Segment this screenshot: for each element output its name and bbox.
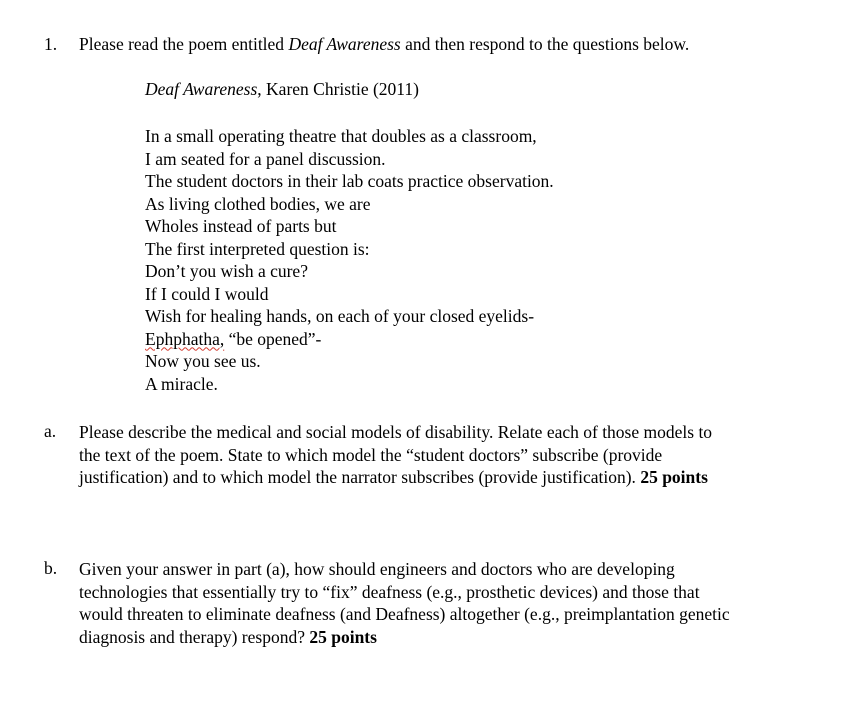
part-b-text — [79, 558, 730, 648]
poem-line: The student doctors in their lab coats practice observation. — [145, 171, 554, 191]
question-number: 1. — [44, 34, 58, 54]
ephphatha-translation: “be opened”- — [224, 328, 322, 349]
poem-line: Now you see us. — [145, 351, 261, 371]
spellcheck-flagged-word: Ephphatha, — [145, 328, 225, 349]
poem-byline: , Karen Christie (2011) — [257, 79, 419, 99]
poem-line: As living clothed bodies, we are — [145, 193, 371, 214]
poem-line-ephphatha — [145, 328, 554, 351]
poem-line: The first interpreted question is: — [145, 238, 370, 259]
poem-line: If I could I would — [145, 283, 269, 304]
poem-title: Deaf Awareness — [145, 79, 258, 99]
part-a-line: the text of the poem. State to which model the “student doctors” subscribe (provide — [79, 444, 663, 465]
part-b-line: Given your answer in part (a), how should engineers and doctors who are developing — [79, 559, 675, 579]
part-b-points: 25 points — [309, 626, 377, 647]
part-a-line: Please describe the medical and social models of disability. Relate each of those models to — [79, 422, 713, 442]
question-intro — [79, 34, 689, 55]
poem-line: I am seated for a panel discussion. — [145, 148, 386, 169]
part-b-line — [79, 626, 730, 649]
poem-body — [145, 125, 554, 395]
question-intro-before: Please read the poem entitled — [79, 34, 289, 54]
part-b-letter: b. — [44, 558, 58, 578]
part-b-line: would threaten to eliminate deafness (and Deafness) altogether (e.g., preimplantation genetic — [79, 604, 730, 624]
part-a-line — [79, 466, 712, 489]
poem-line: A miracle. — [145, 373, 218, 394]
part-b-last-line: diagnosis and therapy) respond? — [79, 626, 310, 647]
poem-line: Wholes instead of parts but — [145, 216, 337, 236]
part-a-points: 25 points — [640, 467, 708, 487]
poem-line: In a small operating theatre that doubles as a classroom, — [145, 126, 537, 146]
poem-heading — [145, 79, 419, 100]
poem-line: Wish for healing hands, on each of your closed eyelids- — [145, 306, 535, 326]
poem-line: Don’t you wish a cure? — [145, 261, 308, 281]
part-a-text — [79, 421, 712, 489]
part-a-last-line: justification) and to which model the narrator subscribes (provide justification). — [79, 467, 641, 487]
question-intro-after: and then respond to the questions below. — [400, 34, 690, 54]
question-intro-title: Deaf Awareness — [288, 34, 401, 54]
part-a-letter: a. — [44, 421, 57, 441]
part-b-line: technologies that essentially try to “fix” deafness (e.g., prosthetic devices) and those that — [79, 581, 700, 602]
